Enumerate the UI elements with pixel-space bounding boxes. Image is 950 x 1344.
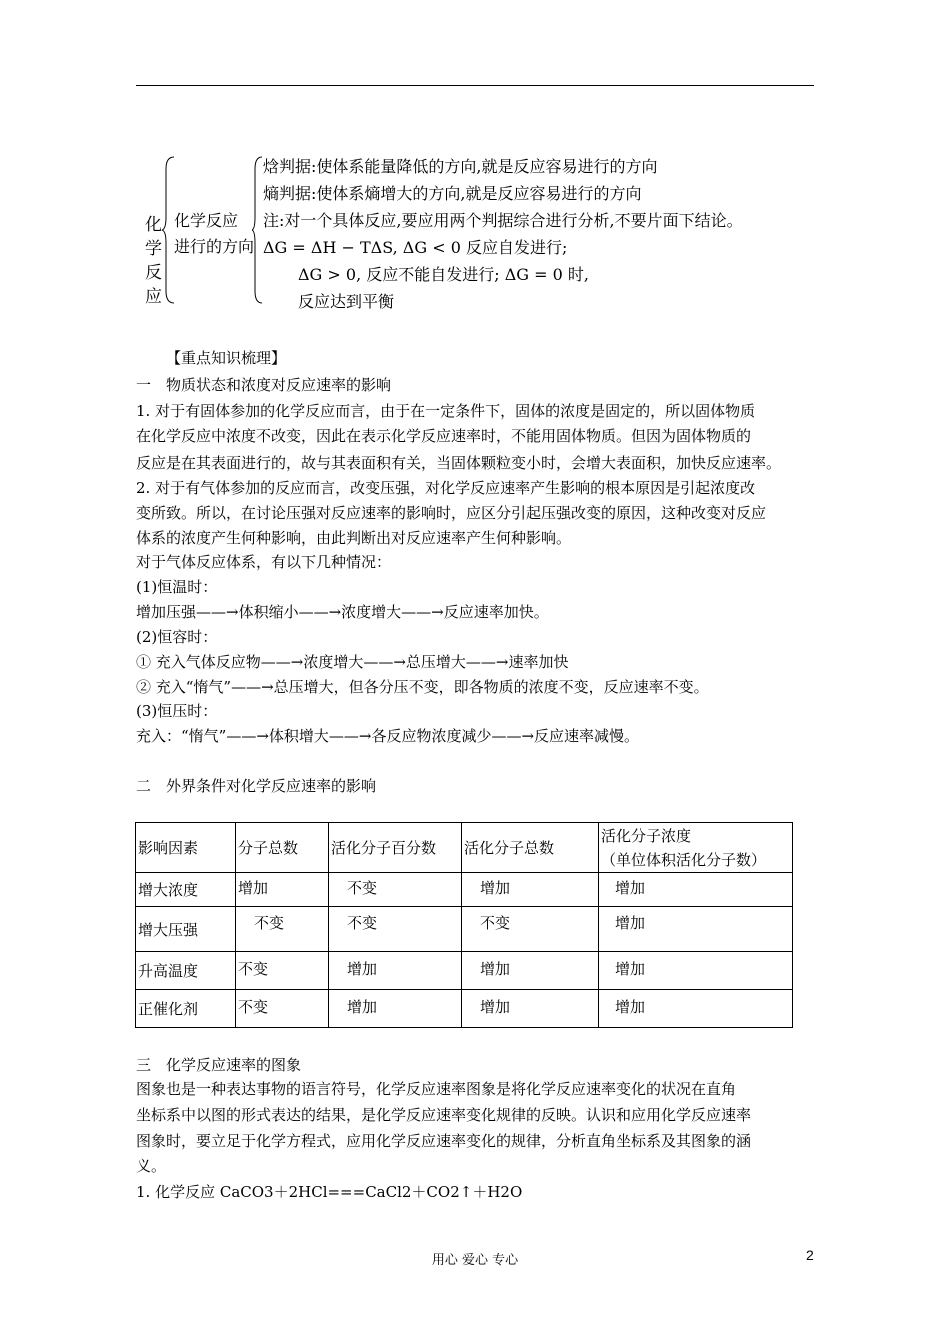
table-cell: 不变 [236, 952, 329, 990]
table-header-row [136, 823, 793, 873]
section1-line: 变所致。所以，在讨论压强对反应速率的影响时，应区分引起压强改变的原因，这种改变对反应 [136, 504, 767, 522]
section1-line: 对于气体反应体系，有以下几种情况： [136, 553, 392, 571]
section1-line: 1. 对于有固体参加的化学反应而言，由于在一定条件下，固体的浓度是固定的，所以固体物质 [136, 402, 756, 420]
section1-line: 反应是在其表面进行的，故与其表面积有关，当固体颗粒变小时，会增大表面积，加快反应速率。 [136, 454, 782, 472]
table-cell: 正催化剂 [136, 990, 236, 1028]
section3-line: 坐标系中以图的形式表达的结果，是化学反应速率变化规律的反映。认识和应用化学反应速率 [136, 1106, 752, 1124]
section1-line: 在化学反应中浓度不改变，因此在表示化学反应速率时，不能用固体物质。但因为固体物质的 [136, 427, 752, 445]
table-row [136, 990, 793, 1028]
table-row [136, 952, 793, 990]
table-cell: 增加 [599, 873, 793, 907]
table-cell: 增大压强 [136, 907, 236, 952]
factors-table [135, 822, 793, 1028]
table-cell: 增加 [329, 990, 462, 1028]
table-cell: 不变 [236, 907, 329, 952]
table-cell: 不变 [462, 907, 599, 952]
section3-line: 义。 [136, 1157, 167, 1175]
table-header-cell [599, 823, 793, 873]
section3-line: 图象也是一种表达事物的语言符号，化学反应速率图象是将化学反应速率变化的状况在直角 [136, 1080, 737, 1098]
table-cell: 增加 [462, 952, 599, 990]
page-number: 2 [806, 1247, 814, 1263]
key-points-heading: 【重点知识梳理】 [166, 349, 287, 367]
header-rule [136, 85, 814, 86]
table-header-cell: 影响因素 [136, 823, 236, 873]
branch-label-2: 进行的方向 [174, 237, 255, 256]
table-cell: 增加 [599, 952, 793, 990]
diagram-line-6: 反应达到平衡 [298, 292, 395, 311]
header-concentration-note: （单位体积活化分子数） [601, 850, 767, 869]
table-cell: 升高温度 [136, 952, 236, 990]
table-cell: 不变 [329, 907, 462, 952]
section1-line: 充入：“惰气”——→体积增大——→各反应物浓度减少——→反应速率减慢。 [136, 727, 640, 745]
table-cell: 增加 [462, 990, 599, 1028]
table-cell: 增加 [236, 873, 329, 907]
section1-line: ② 充入“惰气”——→总压增大，但各分压不变，即各物质的浓度不变，反应速率不变。 [136, 678, 709, 696]
table-cell: 增加 [599, 907, 793, 952]
diagram-line-4: ΔG = ΔH − TΔS, ΔG < 0 反应自发进行; [263, 238, 568, 257]
table-cell: 不变 [329, 873, 462, 907]
page-footer: 用心 爱心 专心 [431, 1253, 519, 1268]
table-cell: 增加 [462, 873, 599, 907]
table-cell: 增加 [329, 952, 462, 990]
diagram-line-5: ΔG > 0, 反应不能自发进行; ΔG = 0 时, [298, 265, 590, 284]
table-cell: 不变 [236, 990, 329, 1028]
section3-line: 1. 化学反应 CaCO3＋2HCl===CaCl2＋CO2↑＋H2O [136, 1183, 523, 1201]
table-header-cell: 活化分子百分数 [329, 823, 462, 873]
section3-title: 三 化学反应速率的图象 [136, 1056, 302, 1074]
table-row [136, 873, 793, 907]
table-cell: 增大浓度 [136, 873, 236, 907]
section1-line: (2)恒容时： [136, 628, 218, 646]
diagram-line-3: 注:对一个具体反应,要应用两个判据综合进行分析,不要片面下结论。 [263, 211, 743, 230]
section3-line: 图象时，要立足于化学方程式，应用化学反应速率变化的规律，分析直角坐标系及其图象的涵 [136, 1132, 752, 1150]
header-concentration: 活化分子浓度 [601, 826, 692, 845]
table-header-cell: 分子总数 [236, 823, 329, 873]
section1-line: 增加压强——→体积缩小——→浓度增大——→反应速率加快。 [136, 603, 549, 621]
section1-line: 体系的浓度产生何种影响，由此判断出对反应速率产生何种影响。 [136, 529, 572, 547]
section1-title: 一 物质状态和浓度对反应速率的影响 [136, 376, 392, 394]
table-cell: 增加 [599, 990, 793, 1028]
section1-line: (1)恒温时： [136, 578, 218, 596]
table-header-cell: 活化分子总数 [462, 823, 599, 873]
root-label: 化学反应 [145, 215, 162, 307]
table-row [136, 907, 793, 952]
section1-line: 2. 对于有气体参加的反应而言，改变压强，对化学反应速率产生影响的根本原因是引起浓度改 [136, 479, 756, 497]
section1-line: ① 充入气体反应物——→浓度增大——→总压增大——→速率加快 [136, 653, 569, 671]
section2-title: 二 外界条件对化学反应速率的影响 [136, 777, 377, 795]
section1-line: (3)恒压时： [136, 702, 218, 720]
branch-label-1: 化学反应 [174, 211, 239, 230]
diagram-line-1: 焓判据:使体系能量降低的方向,就是反应容易进行的方向 [263, 157, 658, 176]
diagram-line-2: 熵判据:使体系熵增大的方向,就是反应容易进行的方向 [263, 184, 642, 203]
